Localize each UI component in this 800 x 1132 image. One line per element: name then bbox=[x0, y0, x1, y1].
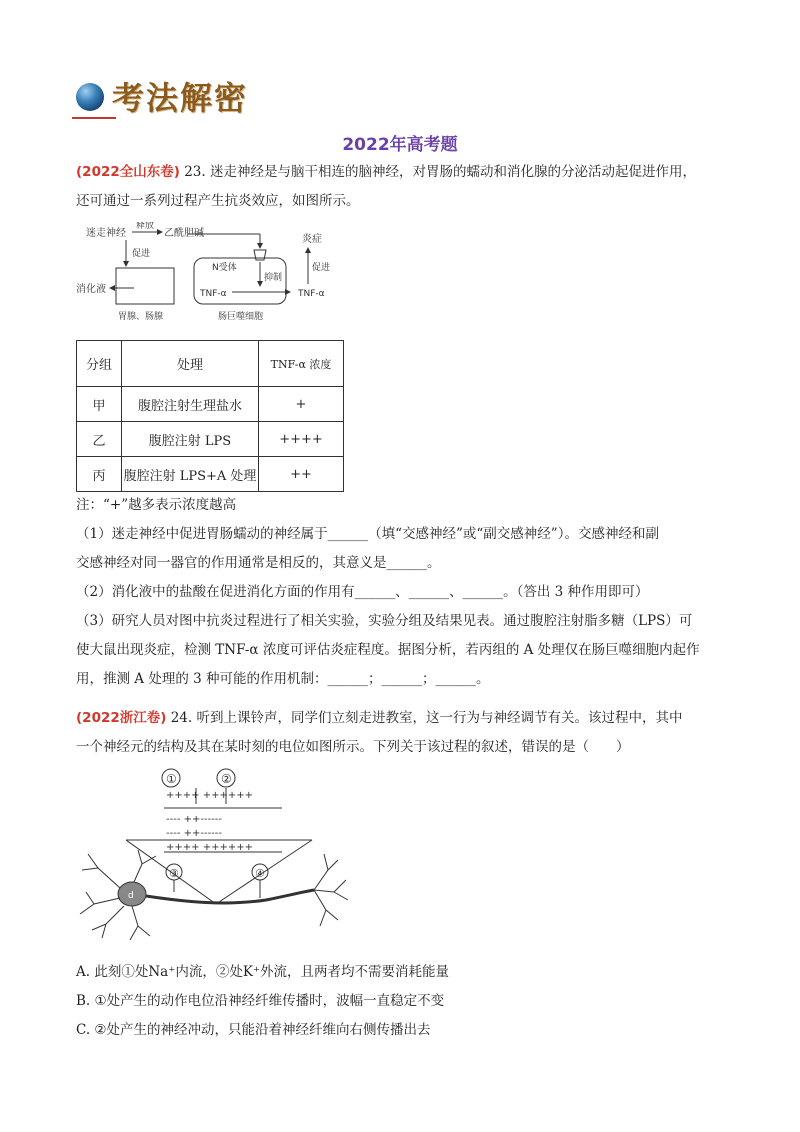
cell-level: + bbox=[259, 387, 344, 422]
q23-note: 注：“+”越多表示浓度越高 bbox=[76, 497, 237, 513]
option-c: C. ②处产生的神经冲动，只能沿着神经纤维向右侧传播出去 bbox=[76, 1022, 431, 1038]
q24-stem bbox=[76, 704, 726, 762]
tnf-inner-label: TNF-α bbox=[200, 289, 227, 299]
q23-sub1-line2: 交感神经对同一器官的作用通常是相反的，其意义是______。 bbox=[76, 555, 441, 571]
gland-box bbox=[116, 268, 174, 304]
cell-treatment: 腹腔注射生理盐水 bbox=[122, 387, 259, 422]
n-receptor-label: N受体 bbox=[212, 263, 237, 273]
th-group: 分组 bbox=[77, 341, 122, 387]
cell-treatment: 腹腔注射 LPS bbox=[122, 422, 259, 457]
th-treatment: 处理 bbox=[122, 341, 259, 387]
q23-line1: (2022全山东卷) 23. 迷走神经是与脑干相连的脑神经，对胃肠的蠕动和消化腺的分泌活动起促进作用， bbox=[76, 164, 696, 180]
cell-treatment: 腹腔注射 LPS+A 处理 bbox=[122, 457, 259, 492]
svg-text:②: ② bbox=[221, 772, 232, 786]
table-row bbox=[77, 387, 344, 422]
cell-level: ++ bbox=[259, 457, 344, 492]
inhibit-label: 抑制 bbox=[264, 273, 283, 283]
cell-level: ++++ bbox=[259, 422, 344, 457]
q23-table bbox=[76, 340, 344, 492]
table-row bbox=[77, 422, 344, 457]
digestive-juice-label: 消化液 bbox=[76, 284, 106, 295]
banner-title: 考法解密 bbox=[112, 79, 249, 117]
th-level: TNF-α 浓度 bbox=[259, 341, 344, 387]
charge-row-1: ++++ ++++++ bbox=[166, 790, 253, 801]
cell-group: 乙 bbox=[77, 422, 122, 457]
banner-underline bbox=[72, 117, 116, 119]
svg-text:④: ④ bbox=[255, 867, 265, 880]
q24-line1: (2022浙江卷) 24. 听到上课铃声，同学们立刻走进教室，这一行为与神经调节有关。该过程中，其中 bbox=[76, 710, 683, 726]
cell-group: 丙 bbox=[77, 457, 122, 492]
q23-sub3-line3: 用，推测 A 处理的 3 种可能的作用机制：______；______；______。 bbox=[76, 671, 490, 687]
table-row bbox=[77, 457, 344, 492]
page-heading: 2022年高考题 bbox=[342, 135, 458, 155]
tnf-outer-label: TNF-α bbox=[298, 289, 325, 299]
charge-row-2: ---- ++------ bbox=[166, 814, 223, 825]
organs-label: 胃腺、肠腺 bbox=[118, 312, 164, 322]
globe-icon bbox=[76, 83, 104, 111]
q23-stem bbox=[76, 158, 726, 216]
q23-subquestions bbox=[76, 520, 726, 694]
axon-terminals bbox=[314, 854, 348, 926]
macrophage-label: 肠巨噬细胞 bbox=[218, 312, 264, 322]
q23-sub1-line1: （1）迷走神经中促进胃肠蠕动的神经属于______（填“交感神经”或“副交感神经”）。交感神经和副 bbox=[76, 526, 659, 542]
promote1-label: 促进 bbox=[132, 249, 151, 259]
option-a: A. 此刻①处Na⁺内流，②处K⁺外流，且两者均不需要消耗能量 bbox=[76, 964, 450, 980]
svg-text:①: ① bbox=[166, 772, 177, 786]
q23-diagram bbox=[76, 222, 346, 332]
q23-sub3-line1: （3）研究人员对图中抗炎过程进行了相关实验，实验分组及结果见表。通过腹腔注射脂多糖（LPS）可 bbox=[76, 613, 693, 629]
charge-row-4: ++++ ++++++ bbox=[166, 842, 253, 853]
release-label: 释放 bbox=[136, 222, 155, 231]
promote2-label: 促进 bbox=[312, 263, 331, 273]
svg-text:③: ③ bbox=[169, 867, 179, 880]
q23-line2: 还可通过一系列过程产生抗炎效应，如图所示。 bbox=[76, 193, 360, 209]
q23-sub2: （2）消化液中的盐酸在促进消化方面的作用有______、______、______。（答出 3 种作用即可） bbox=[76, 584, 649, 600]
q24-neuron-diagram bbox=[76, 764, 376, 944]
q23-sub3-line2: 使大鼠出现炎症，检测 TNF-α 浓度可评估炎症程度。据图分析，若丙组的 A 处理仅在肠巨噬细胞内起作 bbox=[76, 642, 700, 658]
charge-row-3: ---- ++------ bbox=[166, 828, 223, 839]
svg-text:d: d bbox=[128, 891, 134, 901]
axon bbox=[146, 890, 314, 903]
q24-line2: 一个神经元的结构及其在某时刻的电位如图所示。下列关于该过程的叙述，错误的是（ ） bbox=[76, 739, 630, 755]
option-b: B. ①处产生的动作电位沿神经纤维传播时，波幅一直稳定不变 bbox=[76, 993, 445, 1009]
banner bbox=[72, 78, 312, 118]
q23-source: (2022全山东卷) bbox=[76, 164, 180, 180]
cell-group: 甲 bbox=[77, 387, 122, 422]
q24-options bbox=[76, 958, 726, 1045]
ach-label: 乙酰胆碱 bbox=[164, 228, 204, 239]
inflammation-label: 炎症 bbox=[302, 234, 322, 245]
vagus-label: 迷走神经 bbox=[86, 228, 126, 239]
q24-source: (2022浙江卷) bbox=[76, 710, 167, 726]
